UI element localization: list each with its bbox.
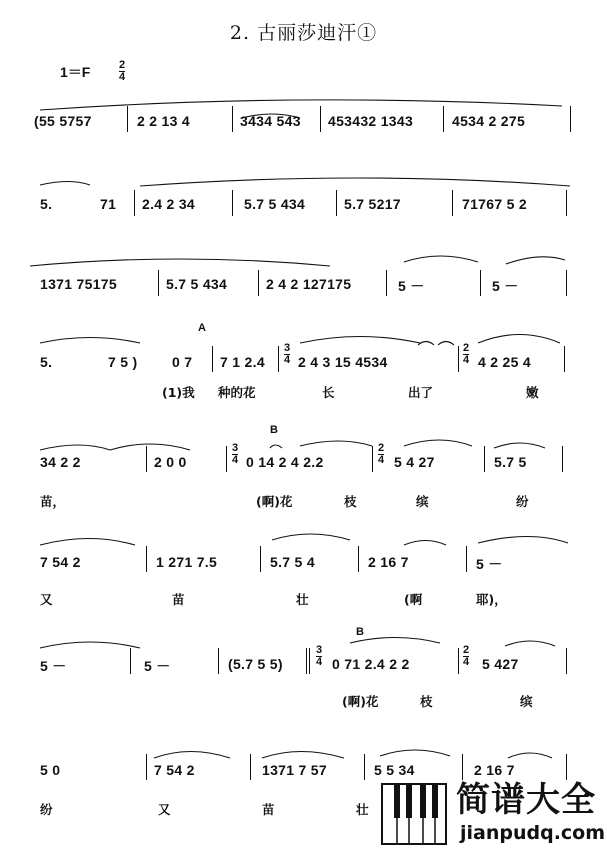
barline: [480, 270, 481, 296]
barline: [566, 648, 567, 674]
measure: 7 1 2.4: [220, 354, 265, 370]
lyric: 壮: [296, 592, 309, 607]
barline: [443, 106, 444, 132]
measure: 453432 1343: [328, 113, 414, 129]
lyric: (啊)花: [256, 494, 293, 509]
measure: 2 4 2 127175: [266, 276, 352, 292]
lyric: 种的花: [218, 385, 256, 400]
measure: (5.7 5 5): [228, 656, 283, 672]
barline: [564, 346, 565, 372]
measure: 5 －: [492, 278, 519, 294]
time-signature: 3 4: [284, 342, 291, 366]
barline: [212, 346, 213, 372]
lyric: 苗，: [40, 494, 66, 509]
key-signature: 1＝F: [60, 64, 91, 80]
lyric: 纷: [40, 802, 53, 817]
lyric: 嫩: [526, 385, 539, 400]
barline: [218, 648, 219, 674]
measure: 2 0 0: [154, 454, 187, 470]
measure: 5 －: [476, 556, 503, 572]
section-mark: A: [198, 322, 206, 334]
piano-keys-icon: [380, 778, 452, 850]
time-signature: 2 4: [119, 59, 126, 83]
measure: 5 －: [398, 278, 425, 294]
lyric: (啊)花: [342, 694, 379, 709]
barline: [127, 106, 128, 132]
lyric: 纷: [516, 494, 529, 509]
lyric: 枝: [344, 494, 357, 509]
time-signature: 2 4: [463, 342, 470, 366]
lyric: 长: [322, 385, 335, 400]
barline: [466, 546, 467, 572]
song-title: 2. 古丽莎迪汗①: [229, 22, 378, 44]
barline: [250, 754, 251, 780]
measure: 0 7: [172, 354, 193, 370]
measure: 2 4 3 15 4534: [298, 354, 388, 370]
barline: [320, 106, 321, 132]
measure: 5.7 5: [494, 454, 527, 470]
barline: [309, 648, 310, 674]
barline: [258, 270, 259, 296]
barline: [458, 648, 459, 674]
measure: 0 14 2 4 2.2: [246, 454, 324, 470]
measure: 71767 5 2: [462, 196, 527, 212]
measure: 7 5 ): [108, 354, 138, 370]
lyric: 苗: [172, 592, 185, 607]
barline: [372, 446, 373, 472]
barline: [570, 106, 571, 132]
lyric: 苗: [262, 802, 275, 817]
barline: [566, 190, 567, 216]
lyric: 枝: [420, 694, 433, 709]
measure: 71: [100, 196, 117, 212]
measure: 34 2 2: [40, 454, 81, 470]
measure: 5.7 5 434: [244, 196, 306, 212]
lyric: 又: [40, 592, 53, 607]
section-mark: B: [356, 626, 364, 638]
measure: 4 2 25 4: [478, 354, 531, 370]
lyric: 缤: [520, 694, 533, 709]
barline: [146, 546, 147, 572]
measure: 1371 7 57: [262, 762, 327, 778]
barline: [306, 648, 307, 674]
measure: 5 5 34: [374, 762, 415, 778]
lyric: (1)我: [162, 385, 195, 400]
measure: 5.: [40, 196, 53, 212]
measure: 1371 75175: [40, 276, 117, 292]
measure: 3434 543: [240, 113, 301, 129]
section-mark: B: [270, 424, 278, 436]
barline: [146, 754, 147, 780]
lyric: 壮: [356, 802, 369, 817]
lyric: (啊: [404, 592, 423, 607]
barline: [278, 346, 279, 372]
watermark-logo: [378, 772, 607, 857]
measure: 4534 2 275: [452, 113, 526, 129]
barline: [146, 446, 147, 472]
lyric: 耶)，: [476, 592, 507, 607]
barline: [358, 546, 359, 572]
time-signature: 3 4: [316, 644, 323, 668]
measure: 5 427: [482, 656, 519, 672]
measure: 5 －: [40, 658, 67, 674]
measure: 5.7 5217: [344, 196, 401, 212]
measure: 0 71 2.4 2 2: [332, 656, 410, 672]
measure: 5 0: [40, 762, 61, 778]
time-signature: 2 4: [463, 644, 470, 668]
measure: 5 4 27: [394, 454, 435, 470]
measure: 7 54 2: [154, 762, 195, 778]
barline: [260, 546, 261, 572]
measure: 2 16 7: [368, 554, 409, 570]
barline: [364, 754, 365, 780]
lyric: 又: [158, 802, 171, 817]
barline: [130, 648, 131, 674]
barline: [134, 190, 135, 216]
barline: [566, 270, 567, 296]
time-signature: 3 4: [232, 442, 239, 466]
measure: 5 －: [144, 658, 171, 674]
barline: [452, 190, 453, 216]
barline: [158, 270, 159, 296]
measure: 5.: [40, 354, 53, 370]
measure: 2 2 13 4: [137, 113, 190, 129]
measure: 2 16 7: [474, 762, 515, 778]
measure: 7 54 2: [40, 554, 81, 570]
watermark-url: jianpudq.com: [460, 822, 606, 844]
barline: [336, 190, 337, 216]
barline: [226, 446, 227, 472]
barline: [386, 270, 387, 296]
measure: 5.7 5 434: [166, 276, 228, 292]
barline: [484, 446, 485, 472]
barline: [562, 446, 563, 472]
measure: 5.7 5 4: [270, 554, 315, 570]
barline: [232, 190, 233, 216]
barline: [232, 106, 233, 132]
barline: [458, 346, 459, 372]
measure: 1 271 7.5: [156, 554, 218, 570]
measure: 2.4 2 34: [142, 196, 195, 212]
lyric: 缤: [416, 494, 429, 509]
measure: (55 5757: [34, 113, 92, 129]
time-signature: 2 4: [378, 442, 385, 466]
watermark-name: 简谱大全: [456, 780, 596, 820]
lyric: 出了: [408, 385, 434, 400]
